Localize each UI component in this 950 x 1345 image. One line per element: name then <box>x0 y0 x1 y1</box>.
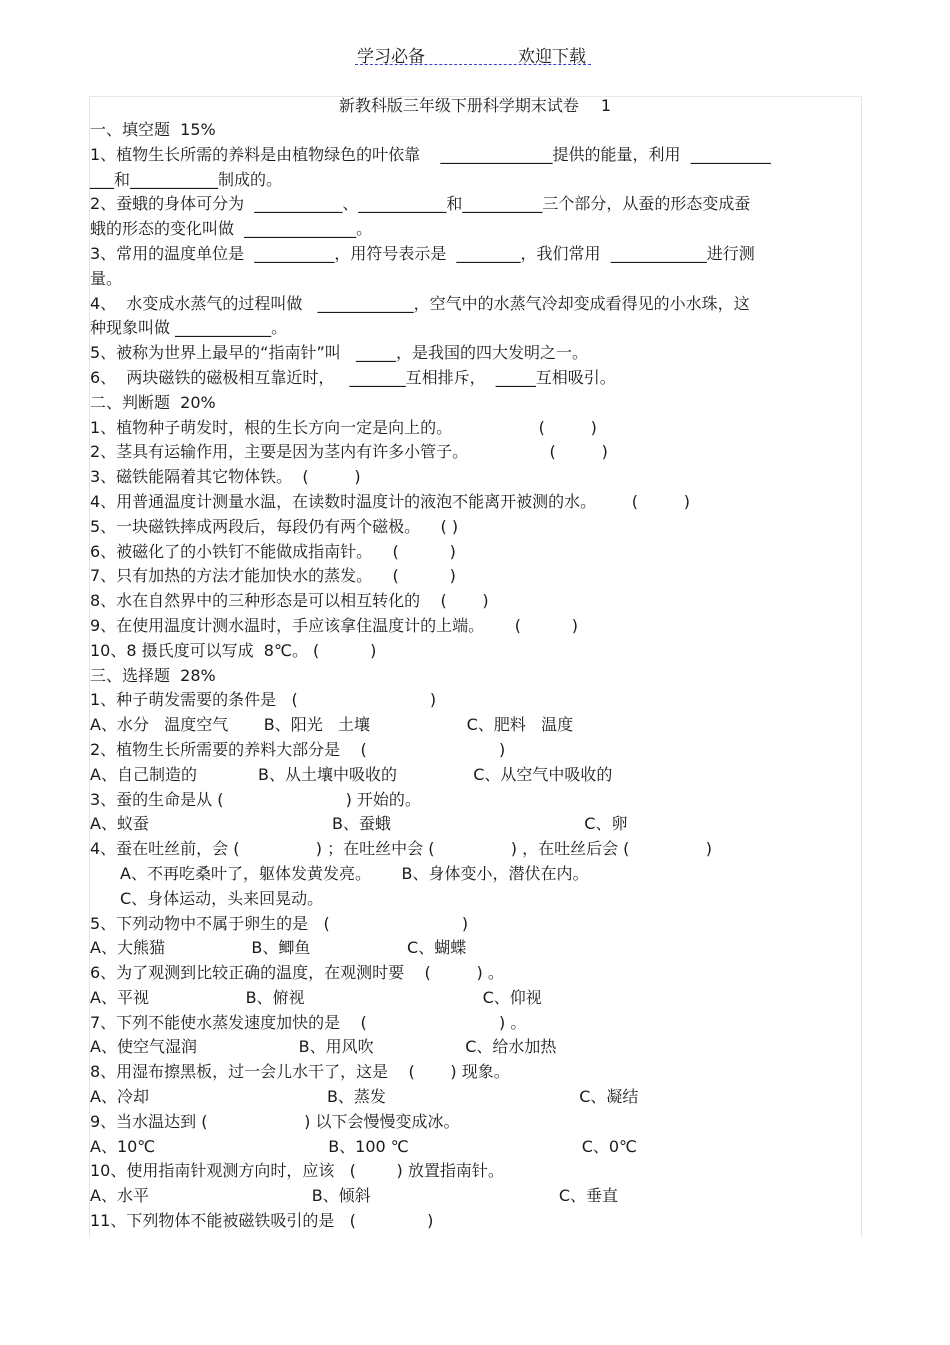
answer-options: A、平视 B、俯视 C、仰视 <box>90 987 542 1007</box>
page-header <box>0 40 950 70</box>
answer-options: A、使空气湿润 B、用风吹 C、给水加热 <box>90 1037 557 1057</box>
question-line: 7、下列不能使水蒸发速度加快的是 ( ) 。 <box>90 1012 527 1032</box>
question-line: ___和___________制成的。 <box>90 169 283 189</box>
exam-title <box>0 93 950 116</box>
question-line: 6、为了观测到比较正确的温度，在观测时要 ( ) 。 <box>90 963 504 983</box>
answer-options: A、自己制造的 B、从土壤中吸收的 C、从空气中吸收的 <box>90 764 613 784</box>
question-line: 1、植物生长所需的养料是由植物绿色的叶依靠 ______________提供的能量，利用 __________ <box>90 144 771 164</box>
question-line: 种现象叫做 ____________。 <box>90 318 288 338</box>
question-line: 10、8 摄氏度可以写成 8℃。 ( ) <box>90 640 377 660</box>
question-line: 4、 水变成水蒸气的过程叫做 ____________，空气中的水蒸气冷却变成看得见的小水珠，这 <box>90 293 750 313</box>
question-line: 5、被称为世界上最早的“指南针”叫 _____，是我国的四大发明之一。 <box>90 343 589 363</box>
answer-options: A、水平 B、倾斜 C、垂直 <box>90 1186 619 1206</box>
exam-title-text: 新教科版三年级下册科学期末试卷 <box>338 96 579 115</box>
question-line: 11、下列物体不能被磁铁吸引的是 ( ) <box>90 1211 434 1231</box>
question-line: 4、蚕在吐丝前，会 ( ) ；在吐丝中会 ( ) ，在吐丝后会 ( ) <box>90 839 712 859</box>
answer-options: A、冷却 B、蒸发 C、凝结 <box>90 1087 639 1107</box>
question-line: 3、蚕的生命是从 ( ) 开始的。 <box>90 789 421 809</box>
question-line: 9、在使用温度计测水温时，手应该拿住温度计的上端。 ( ) <box>90 615 579 635</box>
answer-options: A、水分 温度空气 B、阳光 土壤 C、肥料 温度 <box>90 715 574 735</box>
exam-body <box>90 118 860 1234</box>
question-line: 2、蚕蛾的身体可分为 ___________、___________和__________三个部分，从蚕的形态变成蚕 <box>90 194 751 214</box>
question-line: 7、只有加热的方法才能加快水的蒸发。 ( ) <box>90 566 456 586</box>
question-line: 3、常用的温度单位是 __________，用符号表示是 ________，我们常用 ____________进行测 <box>90 243 755 263</box>
question-line: 蛾的形态的变化叫做 ______________。 <box>90 219 373 239</box>
section-heading-fill-in: 一、填空题 15% <box>90 120 216 139</box>
question-line: 4、用普通温度计测量水温，在读数时温度计的液泡不能离开被测的水。 ( ) <box>90 491 691 511</box>
header-right-text: 欢迎下载 <box>518 47 586 67</box>
exam-title-number: 1 <box>600 96 612 115</box>
section-heading-multiple-choice: 三、选择题 28% <box>90 665 216 685</box>
question-line: 2、植物生长所需要的养料大部分是 ( ) <box>90 739 506 759</box>
question-line: 量。 <box>90 268 123 288</box>
question-line: 9、当水温达到 ( ) 以下会慢慢变成冰。 <box>90 1111 460 1131</box>
answer-options: C、身体运动，头来回晃动。 <box>120 888 324 908</box>
question-line: 1、植物种子萌发时，根的生长方向一定是向上的。 ( ) <box>90 417 597 437</box>
question-line: 10、使用指南针观测方向时，应该 ( ) 放置指南针。 <box>90 1161 504 1181</box>
header-dashed-underline <box>355 64 591 65</box>
header-left-text: 学习必备 <box>357 47 425 67</box>
question-line: 2、茎具有运输作用，主要是因为茎内有许多小管子。 ( ) <box>90 442 608 462</box>
question-line: 8、用湿布擦黑板，过一会儿水干了，这是 ( ) 现象。 <box>90 1062 510 1082</box>
question-line: 6、 两块磁铁的磁极相互靠近时， _______互相排斥， _____互相吸引。 <box>90 367 616 387</box>
question-line: 6、被磁化了的小铁钉不能做成指南针。 ( ) <box>90 541 456 561</box>
question-line: 1、种子萌发需要的条件是 ( ) <box>90 690 437 710</box>
answer-options: A、蚁蚕 B、蚕蛾 C、卵 <box>90 814 628 834</box>
question-line: 5、一块磁铁摔成两段后，每段仍有两个磁极。 ( ) <box>90 516 459 536</box>
question-line: 3、磁铁能隔着其它物体铁。 ( ) <box>90 467 361 487</box>
answer-options: A、10℃ B、100 ℃ C、0℃ <box>90 1136 638 1156</box>
question-line: 5、下列动物中不属于卵生的是 ( ) <box>90 913 469 933</box>
answer-options: A、不再吃桑叶了，躯体发黄发亮。 B、身体变小，潜伏在内。 <box>120 863 589 883</box>
section-heading-true-false: 二、判断题 20% <box>90 392 216 412</box>
answer-options: A、大熊猫 B、鲫鱼 C、蝴蝶 <box>90 938 467 958</box>
question-line: 8、水在自然界中的三种形态是可以相互转化的 ( ) <box>90 591 489 611</box>
